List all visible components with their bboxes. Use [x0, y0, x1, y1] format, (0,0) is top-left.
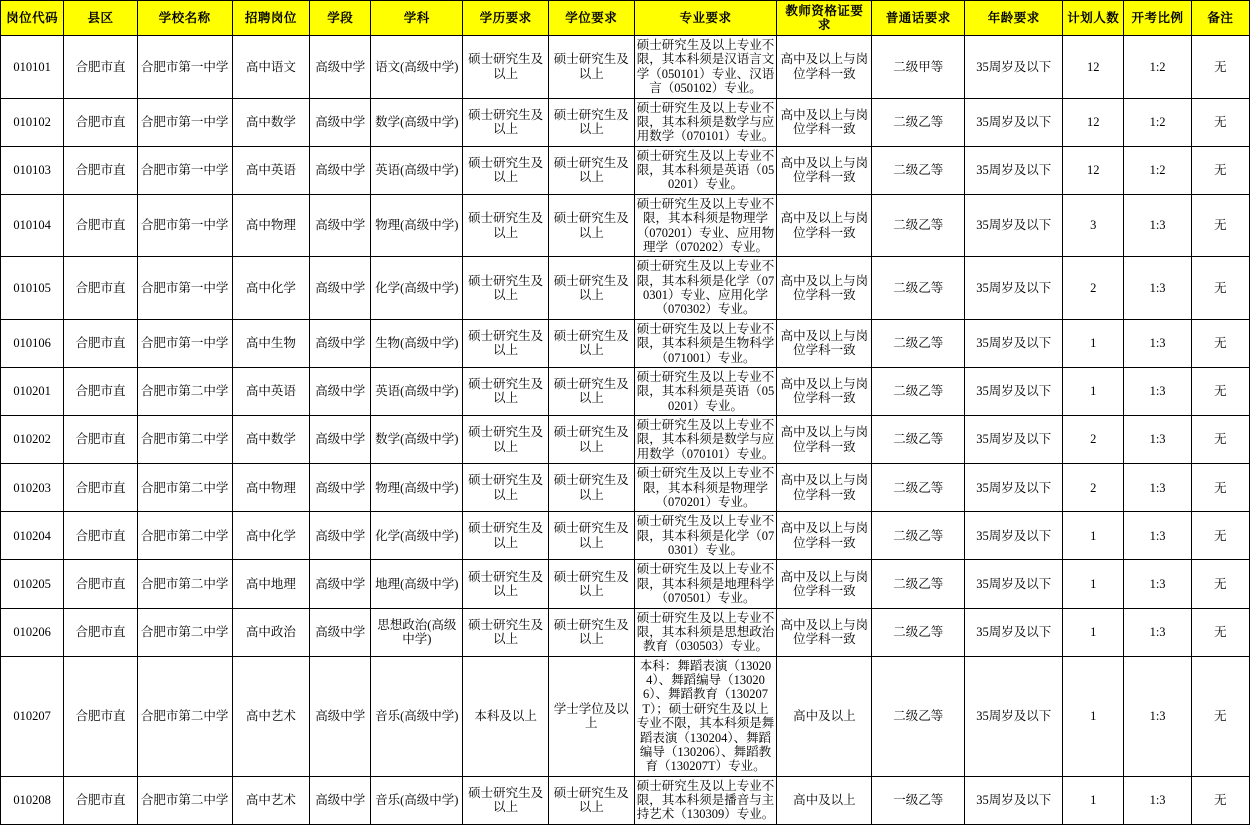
cell-age: 35周岁及以下	[965, 257, 1063, 320]
cell-age: 35周岁及以下	[965, 608, 1063, 656]
cell-school: 合肥市第一中学	[137, 194, 232, 257]
cell-degree: 硕士研究生及以上	[548, 464, 634, 512]
cell-stage: 高级中学	[310, 560, 371, 608]
cell-count: 12	[1063, 146, 1124, 194]
cell-count: 1	[1063, 776, 1124, 824]
cell-school: 合肥市第二中学	[137, 367, 232, 415]
cell-district: 合肥市直	[64, 319, 137, 367]
header-cell-degree: 学位要求	[548, 1, 634, 36]
cell-degree: 硕士研究生及以上	[548, 608, 634, 656]
cell-code: 010204	[1, 512, 64, 560]
cell-school: 合肥市第一中学	[137, 319, 232, 367]
cell-major: 硕士研究生及以上专业不限，其本科须是汉语言文学（050101）专业、汉语言（050102）专业。	[634, 36, 777, 99]
cell-ratio: 1:3	[1124, 464, 1191, 512]
cell-ratio: 1:3	[1124, 367, 1191, 415]
cell-stage: 高级中学	[310, 146, 371, 194]
cell-stage: 高级中学	[310, 512, 371, 560]
cell-note: 无	[1191, 367, 1249, 415]
cell-subject: 物理(高级中学)	[371, 194, 463, 257]
cell-school: 合肥市第二中学	[137, 464, 232, 512]
cell-education: 硕士研究生及以上	[463, 146, 549, 194]
header-cell-major: 专业要求	[634, 1, 777, 36]
cell-code: 010201	[1, 367, 64, 415]
cell-mandarin: 二级乙等	[872, 464, 965, 512]
cell-education: 硕士研究生及以上	[463, 416, 549, 464]
cell-education: 硕士研究生及以上	[463, 464, 549, 512]
cell-mandarin: 二级乙等	[872, 416, 965, 464]
cell-district: 合肥市直	[64, 98, 137, 146]
cell-age: 35周岁及以下	[965, 36, 1063, 99]
cell-count: 12	[1063, 98, 1124, 146]
cell-post: 高中语文	[232, 36, 310, 99]
table-body	[1, 36, 1250, 825]
cell-education: 硕士研究生及以上	[463, 36, 549, 99]
cell-note: 无	[1191, 776, 1249, 824]
cell-note: 无	[1191, 608, 1249, 656]
cell-age: 35周岁及以下	[965, 319, 1063, 367]
header-cell-code: 岗位代码	[1, 1, 64, 36]
header-cell-district: 县区	[64, 1, 137, 36]
cell-count: 1	[1063, 560, 1124, 608]
cell-degree: 硕士研究生及以上	[548, 319, 634, 367]
cell-ratio: 1:3	[1124, 512, 1191, 560]
cell-count: 1	[1063, 608, 1124, 656]
cell-code: 010106	[1, 319, 64, 367]
cell-mandarin: 二级乙等	[872, 512, 965, 560]
cell-school: 合肥市第一中学	[137, 36, 232, 99]
cell-school: 合肥市第一中学	[137, 146, 232, 194]
cell-ratio: 1:3	[1124, 560, 1191, 608]
cell-major: 硕士研究生及以上专业不限，其本科须是化学（070301）专业、应用化学（070302）专业。	[634, 257, 777, 320]
cell-district: 合肥市直	[64, 608, 137, 656]
cell-code: 010102	[1, 98, 64, 146]
cell-count: 1	[1063, 656, 1124, 776]
table-row[interactable]	[1, 98, 1250, 146]
cell-count: 3	[1063, 194, 1124, 257]
cell-school: 合肥市第一中学	[137, 98, 232, 146]
cell-subject: 数学(高级中学)	[371, 98, 463, 146]
table-row[interactable]	[1, 416, 1250, 464]
table-row[interactable]	[1, 36, 1250, 99]
cell-cert: 高中及以上	[777, 656, 872, 776]
cell-cert: 高中及以上与岗位学科一致	[777, 608, 872, 656]
cell-education: 硕士研究生及以上	[463, 776, 549, 824]
cell-code: 010101	[1, 36, 64, 99]
cell-note: 无	[1191, 319, 1249, 367]
cell-education: 硕士研究生及以上	[463, 194, 549, 257]
cell-cert: 高中及以上与岗位学科一致	[777, 416, 872, 464]
cell-mandarin: 二级乙等	[872, 194, 965, 257]
cell-district: 合肥市直	[64, 367, 137, 415]
cell-major: 硕士研究生及以上专业不限，其本科须是生物科学（071001）专业。	[634, 319, 777, 367]
cell-degree: 硕士研究生及以上	[548, 36, 634, 99]
cell-note: 无	[1191, 464, 1249, 512]
cell-subject: 生物(高级中学)	[371, 319, 463, 367]
cell-ratio: 1:2	[1124, 146, 1191, 194]
table-row[interactable]	[1, 319, 1250, 367]
cell-age: 35周岁及以下	[965, 464, 1063, 512]
cell-district: 合肥市直	[64, 560, 137, 608]
cell-note: 无	[1191, 656, 1249, 776]
cell-count: 1	[1063, 319, 1124, 367]
cell-code: 010208	[1, 776, 64, 824]
cell-count: 1	[1063, 367, 1124, 415]
cell-district: 合肥市直	[64, 36, 137, 99]
cell-mandarin: 二级乙等	[872, 146, 965, 194]
cell-age: 35周岁及以下	[965, 98, 1063, 146]
table-row[interactable]	[1, 608, 1250, 656]
cell-subject: 音乐(高级中学)	[371, 776, 463, 824]
table-header-row	[1, 1, 1250, 36]
cell-stage: 高级中学	[310, 656, 371, 776]
cell-stage: 高级中学	[310, 464, 371, 512]
cell-subject: 化学(高级中学)	[371, 257, 463, 320]
cell-cert: 高中及以上与岗位学科一致	[777, 146, 872, 194]
table-row[interactable]	[1, 257, 1250, 320]
header-cell-count: 计划人数	[1063, 1, 1124, 36]
cell-major: 硕士研究生及以上专业不限，其本科须是英语（050201）专业。	[634, 146, 777, 194]
header-cell-age: 年龄要求	[965, 1, 1063, 36]
cell-stage: 高级中学	[310, 776, 371, 824]
cell-subject: 化学(高级中学)	[371, 512, 463, 560]
cell-note: 无	[1191, 98, 1249, 146]
cell-stage: 高级中学	[310, 319, 371, 367]
table-row[interactable]	[1, 656, 1250, 776]
cell-school: 合肥市第一中学	[137, 257, 232, 320]
cell-mandarin: 一级乙等	[872, 776, 965, 824]
table-row[interactable]	[1, 464, 1250, 512]
cell-major: 硕士研究生及以上专业不限，其本科须是思想政治教育（030503）专业。	[634, 608, 777, 656]
table-row[interactable]	[1, 194, 1250, 257]
cell-cert: 高中及以上	[777, 776, 872, 824]
cell-cert: 高中及以上与岗位学科一致	[777, 194, 872, 257]
cell-mandarin: 二级甲等	[872, 36, 965, 99]
cell-subject: 英语(高级中学)	[371, 367, 463, 415]
cell-post: 高中生物	[232, 319, 310, 367]
cell-major: 硕士研究生及以上专业不限，其本科须是物理学（070201）专业。	[634, 464, 777, 512]
cell-code: 010202	[1, 416, 64, 464]
table-row[interactable]	[1, 512, 1250, 560]
header-cell-mandarin: 普通话要求	[872, 1, 965, 36]
cell-district: 合肥市直	[64, 146, 137, 194]
header-cell-stage: 学段	[310, 1, 371, 36]
table-row[interactable]	[1, 146, 1250, 194]
cell-education: 硕士研究生及以上	[463, 560, 549, 608]
cell-subject: 思想政治(高级中学)	[371, 608, 463, 656]
cell-district: 合肥市直	[64, 257, 137, 320]
cell-code: 010203	[1, 464, 64, 512]
header-cell-ratio: 开考比例	[1124, 1, 1191, 36]
cell-education: 硕士研究生及以上	[463, 98, 549, 146]
cell-post: 高中英语	[232, 146, 310, 194]
cell-degree: 学士学位及以上	[548, 656, 634, 776]
cell-count: 2	[1063, 257, 1124, 320]
cell-code: 010205	[1, 560, 64, 608]
table-row[interactable]	[1, 776, 1250, 824]
cell-major: 本科：舞蹈表演（130204）、舞蹈编导（130206）、舞蹈教育（130207T）；硕士研究生及以上专业不限，其本科须是舞蹈表演（130204）、舞蹈编导（130206）、舞蹈教育（130207T）专业。	[634, 656, 777, 776]
cell-note: 无	[1191, 194, 1249, 257]
cell-subject: 数学(高级中学)	[371, 416, 463, 464]
cell-age: 35周岁及以下	[965, 416, 1063, 464]
cell-mandarin: 二级乙等	[872, 98, 965, 146]
cell-ratio: 1:2	[1124, 98, 1191, 146]
cell-code: 010207	[1, 656, 64, 776]
cell-degree: 硕士研究生及以上	[548, 257, 634, 320]
table-row[interactable]	[1, 367, 1250, 415]
cell-degree: 硕士研究生及以上	[548, 194, 634, 257]
cell-stage: 高级中学	[310, 257, 371, 320]
cell-age: 35周岁及以下	[965, 656, 1063, 776]
cell-stage: 高级中学	[310, 608, 371, 656]
cell-stage: 高级中学	[310, 98, 371, 146]
cell-ratio: 1:3	[1124, 257, 1191, 320]
cell-degree: 硕士研究生及以上	[548, 98, 634, 146]
cell-ratio: 1:3	[1124, 776, 1191, 824]
cell-education: 硕士研究生及以上	[463, 367, 549, 415]
cell-note: 无	[1191, 512, 1249, 560]
cell-post: 高中物理	[232, 464, 310, 512]
cell-code: 010206	[1, 608, 64, 656]
cell-subject: 地理(高级中学)	[371, 560, 463, 608]
cell-ratio: 1:3	[1124, 656, 1191, 776]
header-cell-education: 学历要求	[463, 1, 549, 36]
cell-count: 12	[1063, 36, 1124, 99]
cell-subject: 物理(高级中学)	[371, 464, 463, 512]
cell-code: 010103	[1, 146, 64, 194]
cell-degree: 硕士研究生及以上	[548, 146, 634, 194]
cell-post: 高中化学	[232, 257, 310, 320]
cell-major: 硕士研究生及以上专业不限，其本科须是数学与应用数学（070101）专业。	[634, 416, 777, 464]
cell-age: 35周岁及以下	[965, 194, 1063, 257]
table-row[interactable]	[1, 560, 1250, 608]
cell-major: 硕士研究生及以上专业不限，其本科须是数学与应用数学（070101）专业。	[634, 98, 777, 146]
cell-major: 硕士研究生及以上专业不限，其本科须是播音与主持艺术（130309）专业。	[634, 776, 777, 824]
cell-degree: 硕士研究生及以上	[548, 560, 634, 608]
cell-stage: 高级中学	[310, 416, 371, 464]
header-cell-subject: 学科	[371, 1, 463, 36]
cell-age: 35周岁及以下	[965, 512, 1063, 560]
cell-cert: 高中及以上与岗位学科一致	[777, 560, 872, 608]
cell-cert: 高中及以上与岗位学科一致	[777, 98, 872, 146]
cell-note: 无	[1191, 560, 1249, 608]
cell-age: 35周岁及以下	[965, 146, 1063, 194]
cell-ratio: 1:3	[1124, 608, 1191, 656]
cell-count: 1	[1063, 512, 1124, 560]
cell-district: 合肥市直	[64, 656, 137, 776]
cell-cert: 高中及以上与岗位学科一致	[777, 512, 872, 560]
cell-education: 硕士研究生及以上	[463, 608, 549, 656]
cell-school: 合肥市第二中学	[137, 416, 232, 464]
cell-mandarin: 二级乙等	[872, 656, 965, 776]
cell-cert: 高中及以上与岗位学科一致	[777, 464, 872, 512]
cell-post: 高中数学	[232, 416, 310, 464]
cell-major: 硕士研究生及以上专业不限，其本科须是地理科学（070501）专业。	[634, 560, 777, 608]
header-cell-cert: 教师资格证要求	[777, 1, 872, 36]
cell-stage: 高级中学	[310, 367, 371, 415]
cell-post: 高中艺术	[232, 776, 310, 824]
cell-post: 高中英语	[232, 367, 310, 415]
cell-note: 无	[1191, 146, 1249, 194]
header-cell-school: 学校名称	[137, 1, 232, 36]
cell-code: 010105	[1, 257, 64, 320]
header-cell-post: 招聘岗位	[232, 1, 310, 36]
cell-degree: 硕士研究生及以上	[548, 776, 634, 824]
cell-count: 2	[1063, 416, 1124, 464]
cell-note: 无	[1191, 416, 1249, 464]
cell-stage: 高级中学	[310, 194, 371, 257]
cell-ratio: 1:3	[1124, 194, 1191, 257]
cell-school: 合肥市第二中学	[137, 656, 232, 776]
cell-cert: 高中及以上与岗位学科一致	[777, 257, 872, 320]
cell-post: 高中艺术	[232, 656, 310, 776]
cell-major: 硕士研究生及以上专业不限，其本科须是化学（070301）专业。	[634, 512, 777, 560]
cell-mandarin: 二级乙等	[872, 257, 965, 320]
cell-ratio: 1:3	[1124, 416, 1191, 464]
cell-school: 合肥市第二中学	[137, 512, 232, 560]
cell-age: 35周岁及以下	[965, 776, 1063, 824]
cell-degree: 硕士研究生及以上	[548, 416, 634, 464]
cell-degree: 硕士研究生及以上	[548, 367, 634, 415]
cell-count: 2	[1063, 464, 1124, 512]
cell-education: 本科及以上	[463, 656, 549, 776]
cell-subject: 音乐(高级中学)	[371, 656, 463, 776]
cell-code: 010104	[1, 194, 64, 257]
cell-major: 硕士研究生及以上专业不限，其本科须是英语（050201）专业。	[634, 367, 777, 415]
cell-note: 无	[1191, 36, 1249, 99]
cell-ratio: 1:3	[1124, 319, 1191, 367]
cell-district: 合肥市直	[64, 194, 137, 257]
cell-mandarin: 二级乙等	[872, 608, 965, 656]
cell-degree: 硕士研究生及以上	[548, 512, 634, 560]
cell-mandarin: 二级乙等	[872, 367, 965, 415]
cell-education: 硕士研究生及以上	[463, 512, 549, 560]
cell-district: 合肥市直	[64, 512, 137, 560]
cell-post: 高中政治	[232, 608, 310, 656]
cell-mandarin: 二级乙等	[872, 319, 965, 367]
cell-post: 高中化学	[232, 512, 310, 560]
header-cell-note: 备注	[1191, 1, 1249, 36]
cell-education: 硕士研究生及以上	[463, 319, 549, 367]
cell-mandarin: 二级乙等	[872, 560, 965, 608]
cell-ratio: 1:2	[1124, 36, 1191, 99]
cell-district: 合肥市直	[64, 464, 137, 512]
cell-major: 硕士研究生及以上专业不限，其本科须是物理学（070201）专业、应用物理学（070202）专业。	[634, 194, 777, 257]
cell-post: 高中物理	[232, 194, 310, 257]
cell-cert: 高中及以上与岗位学科一致	[777, 36, 872, 99]
cell-stage: 高级中学	[310, 36, 371, 99]
cell-age: 35周岁及以下	[965, 367, 1063, 415]
cell-cert: 高中及以上与岗位学科一致	[777, 319, 872, 367]
cell-post: 高中数学	[232, 98, 310, 146]
cell-district: 合肥市直	[64, 776, 137, 824]
cell-subject: 英语(高级中学)	[371, 146, 463, 194]
cell-post: 高中地理	[232, 560, 310, 608]
cell-note: 无	[1191, 257, 1249, 320]
cell-school: 合肥市第二中学	[137, 776, 232, 824]
cell-district: 合肥市直	[64, 416, 137, 464]
cell-school: 合肥市第二中学	[137, 608, 232, 656]
cell-age: 35周岁及以下	[965, 560, 1063, 608]
cell-cert: 高中及以上与岗位学科一致	[777, 367, 872, 415]
cell-school: 合肥市第二中学	[137, 560, 232, 608]
cell-subject: 语文(高级中学)	[371, 36, 463, 99]
cell-education: 硕士研究生及以上	[463, 257, 549, 320]
